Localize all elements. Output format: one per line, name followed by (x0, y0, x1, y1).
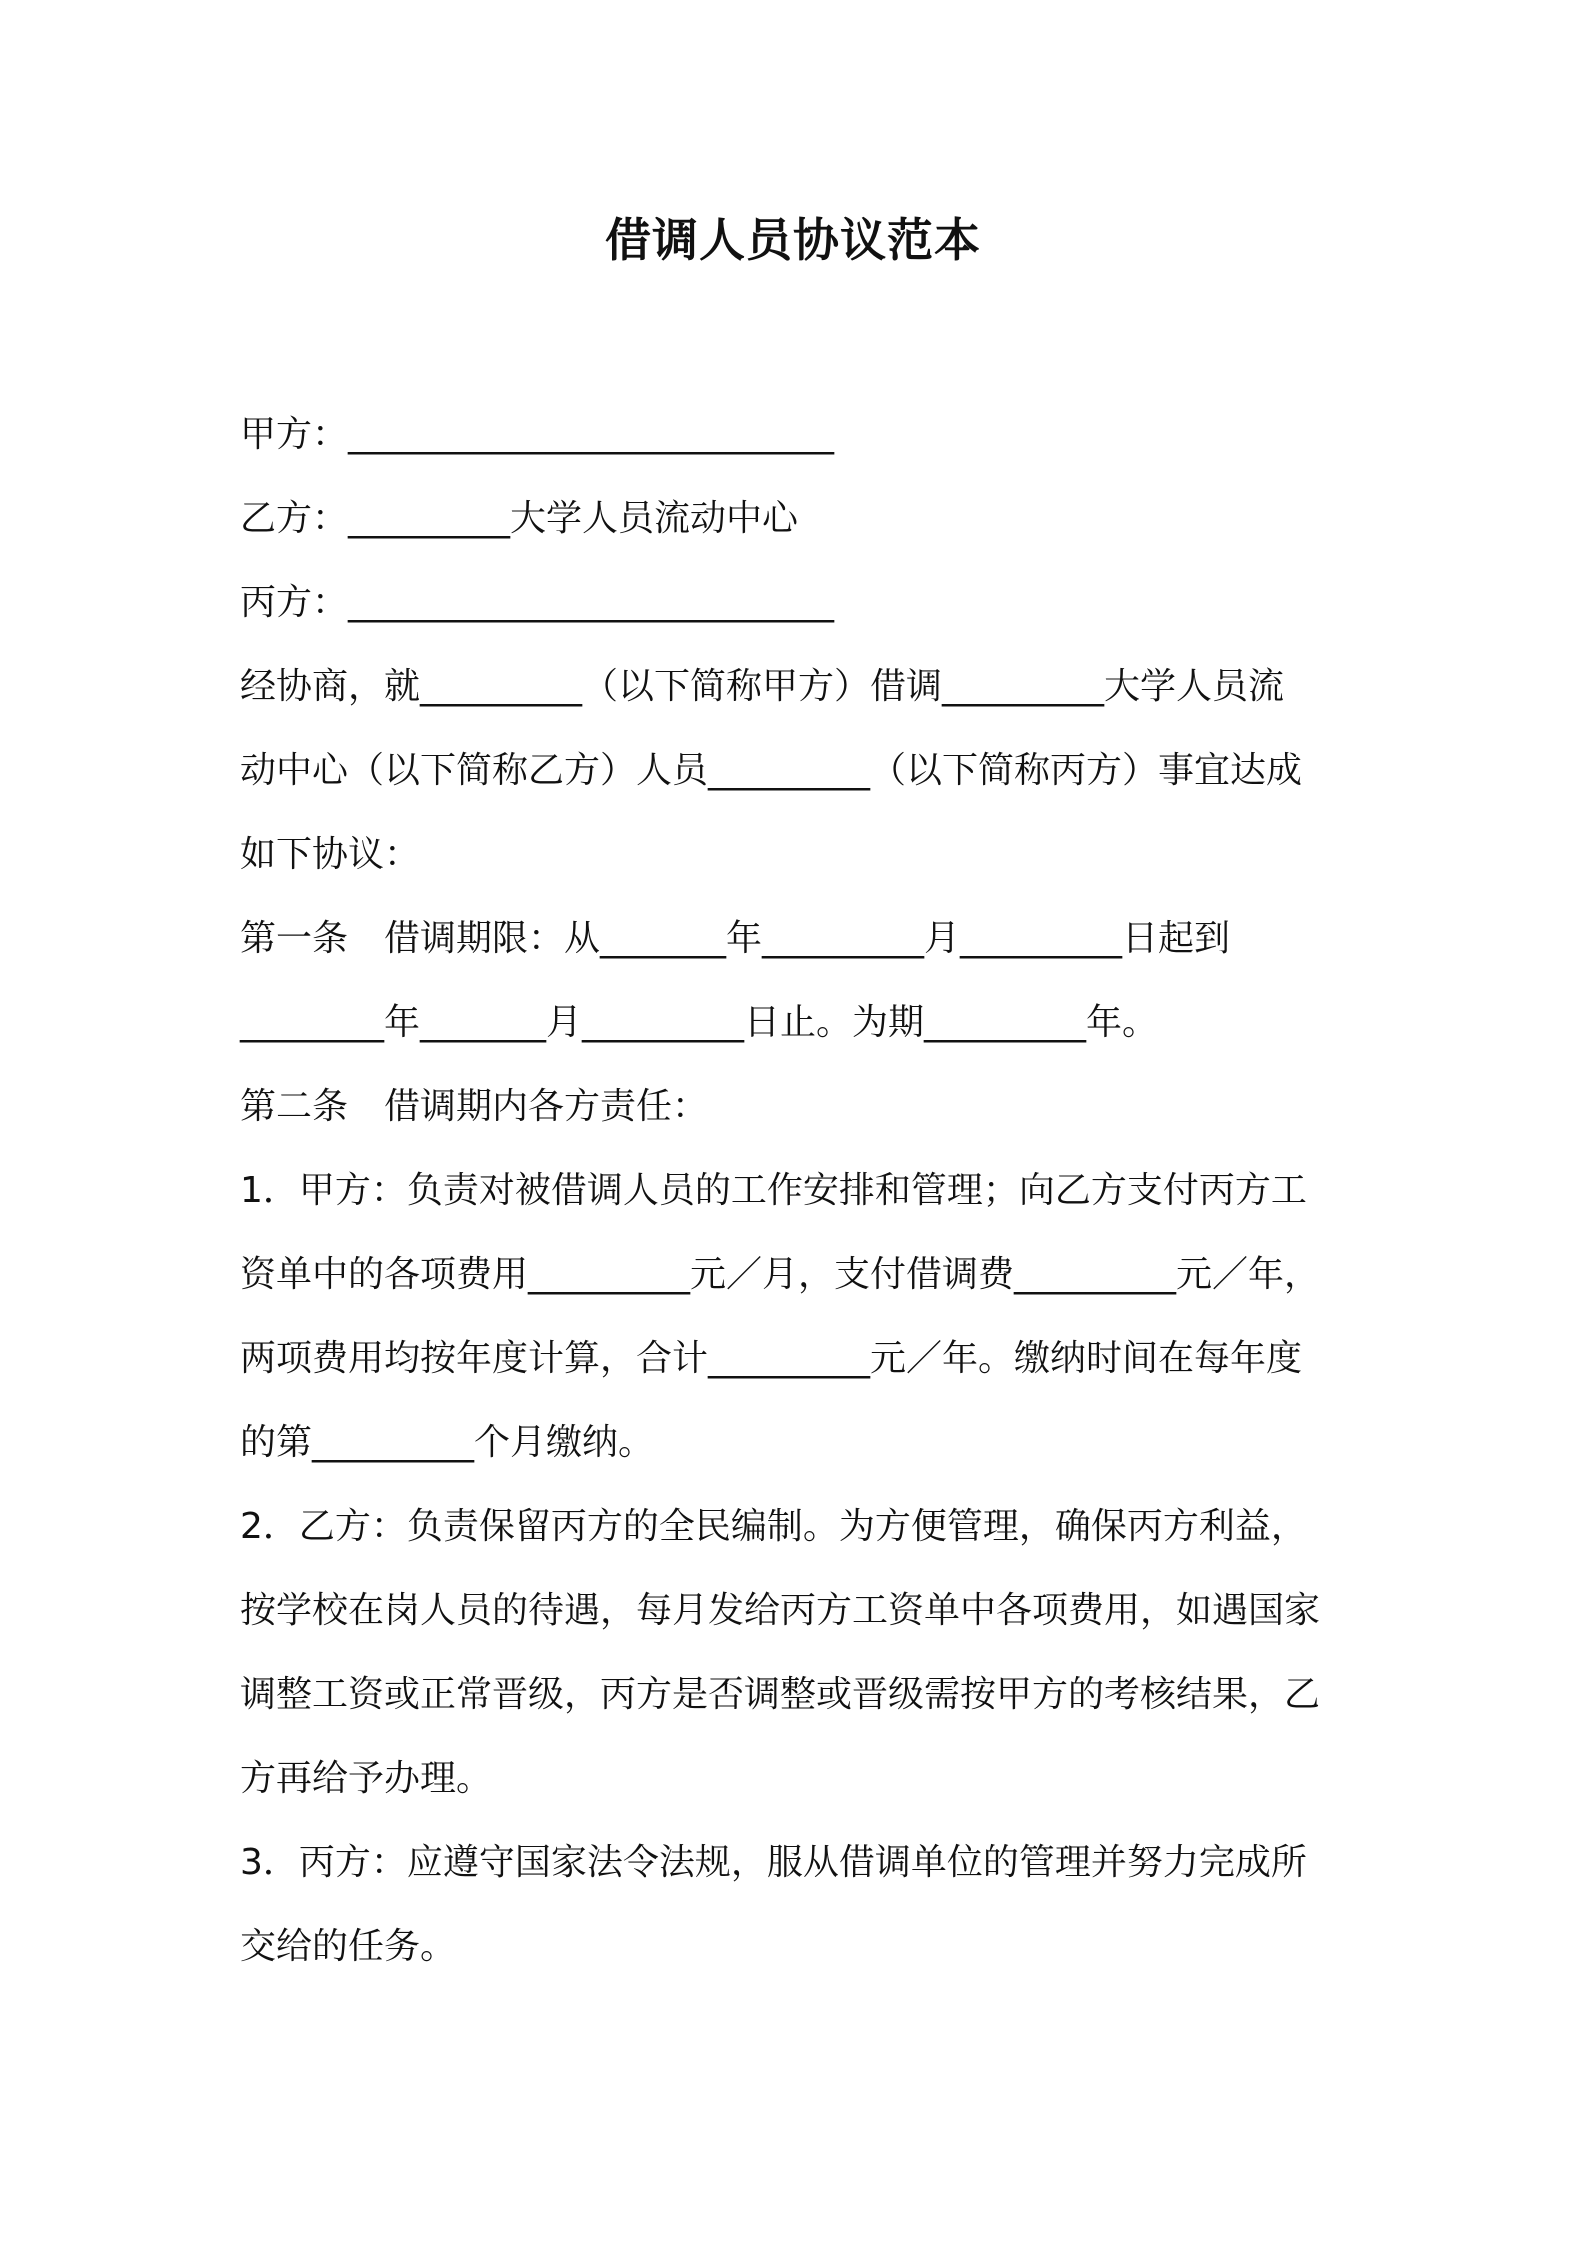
document-title: 借调人员协议范本 (605, 213, 981, 267)
clause-2-line-2: 按学校在岗人员的待遇，每月发给丙方工资单中各项费用，如遇国家 (240, 1590, 1321, 1631)
clause-1-line-2: 资单中的各项费用_________元／月，支付借调费_________元／年， (240, 1254, 1321, 1295)
clause-1-line-4: 的第_________个月缴纳。 (240, 1422, 655, 1463)
preamble-line-1: 经协商，就_________（以下简称甲方）借调_________大学人员流 (240, 666, 1285, 707)
clause-1-line-3: 两项费用均按年度计算，合计_________元／年。缴纳时间在每年度 (240, 1338, 1303, 1379)
clause-3-line-2: 交给的任务。 (240, 1926, 457, 1967)
clause-2-line-4: 方再给予办理。 (240, 1758, 493, 1799)
preamble-line-2: 动中心（以下简称乙方）人员_________（以下简称丙方）事宜达成 (240, 750, 1303, 791)
party-c-line: 丙方：___________________________ (240, 582, 835, 623)
party-a-line: 甲方：___________________________ (240, 414, 835, 455)
clause-2-line-3: 调整工资或正常晋级，丙方是否调整或晋级需按甲方的考核结果，乙 (240, 1674, 1321, 1715)
clause-3-line-1: 3．丙方：应遵守国家法令法规，服从借调单位的管理并努力完成所 (240, 1842, 1307, 1883)
clause-1-line-1: 1．甲方：负责对被借调人员的工作安排和管理；向乙方支付丙方工 (240, 1170, 1307, 1211)
party-b-line: 乙方：_________大学人员流动中心 (240, 498, 799, 539)
article-1-line-1: 第一条 借调期限：从_______年_________月_________日起到 (240, 918, 1231, 959)
clause-2-line-1: 2．乙方：负责保留丙方的全民编制。为方便管理，确保丙方利益， (240, 1506, 1307, 1547)
preamble-line-3: 如下协议： (240, 834, 421, 875)
article-2-heading: 第二条 借调期内各方责任： (240, 1086, 709, 1127)
article-1-line-2: ________年_______月_________日止。为期_________年。 (240, 1002, 1159, 1043)
